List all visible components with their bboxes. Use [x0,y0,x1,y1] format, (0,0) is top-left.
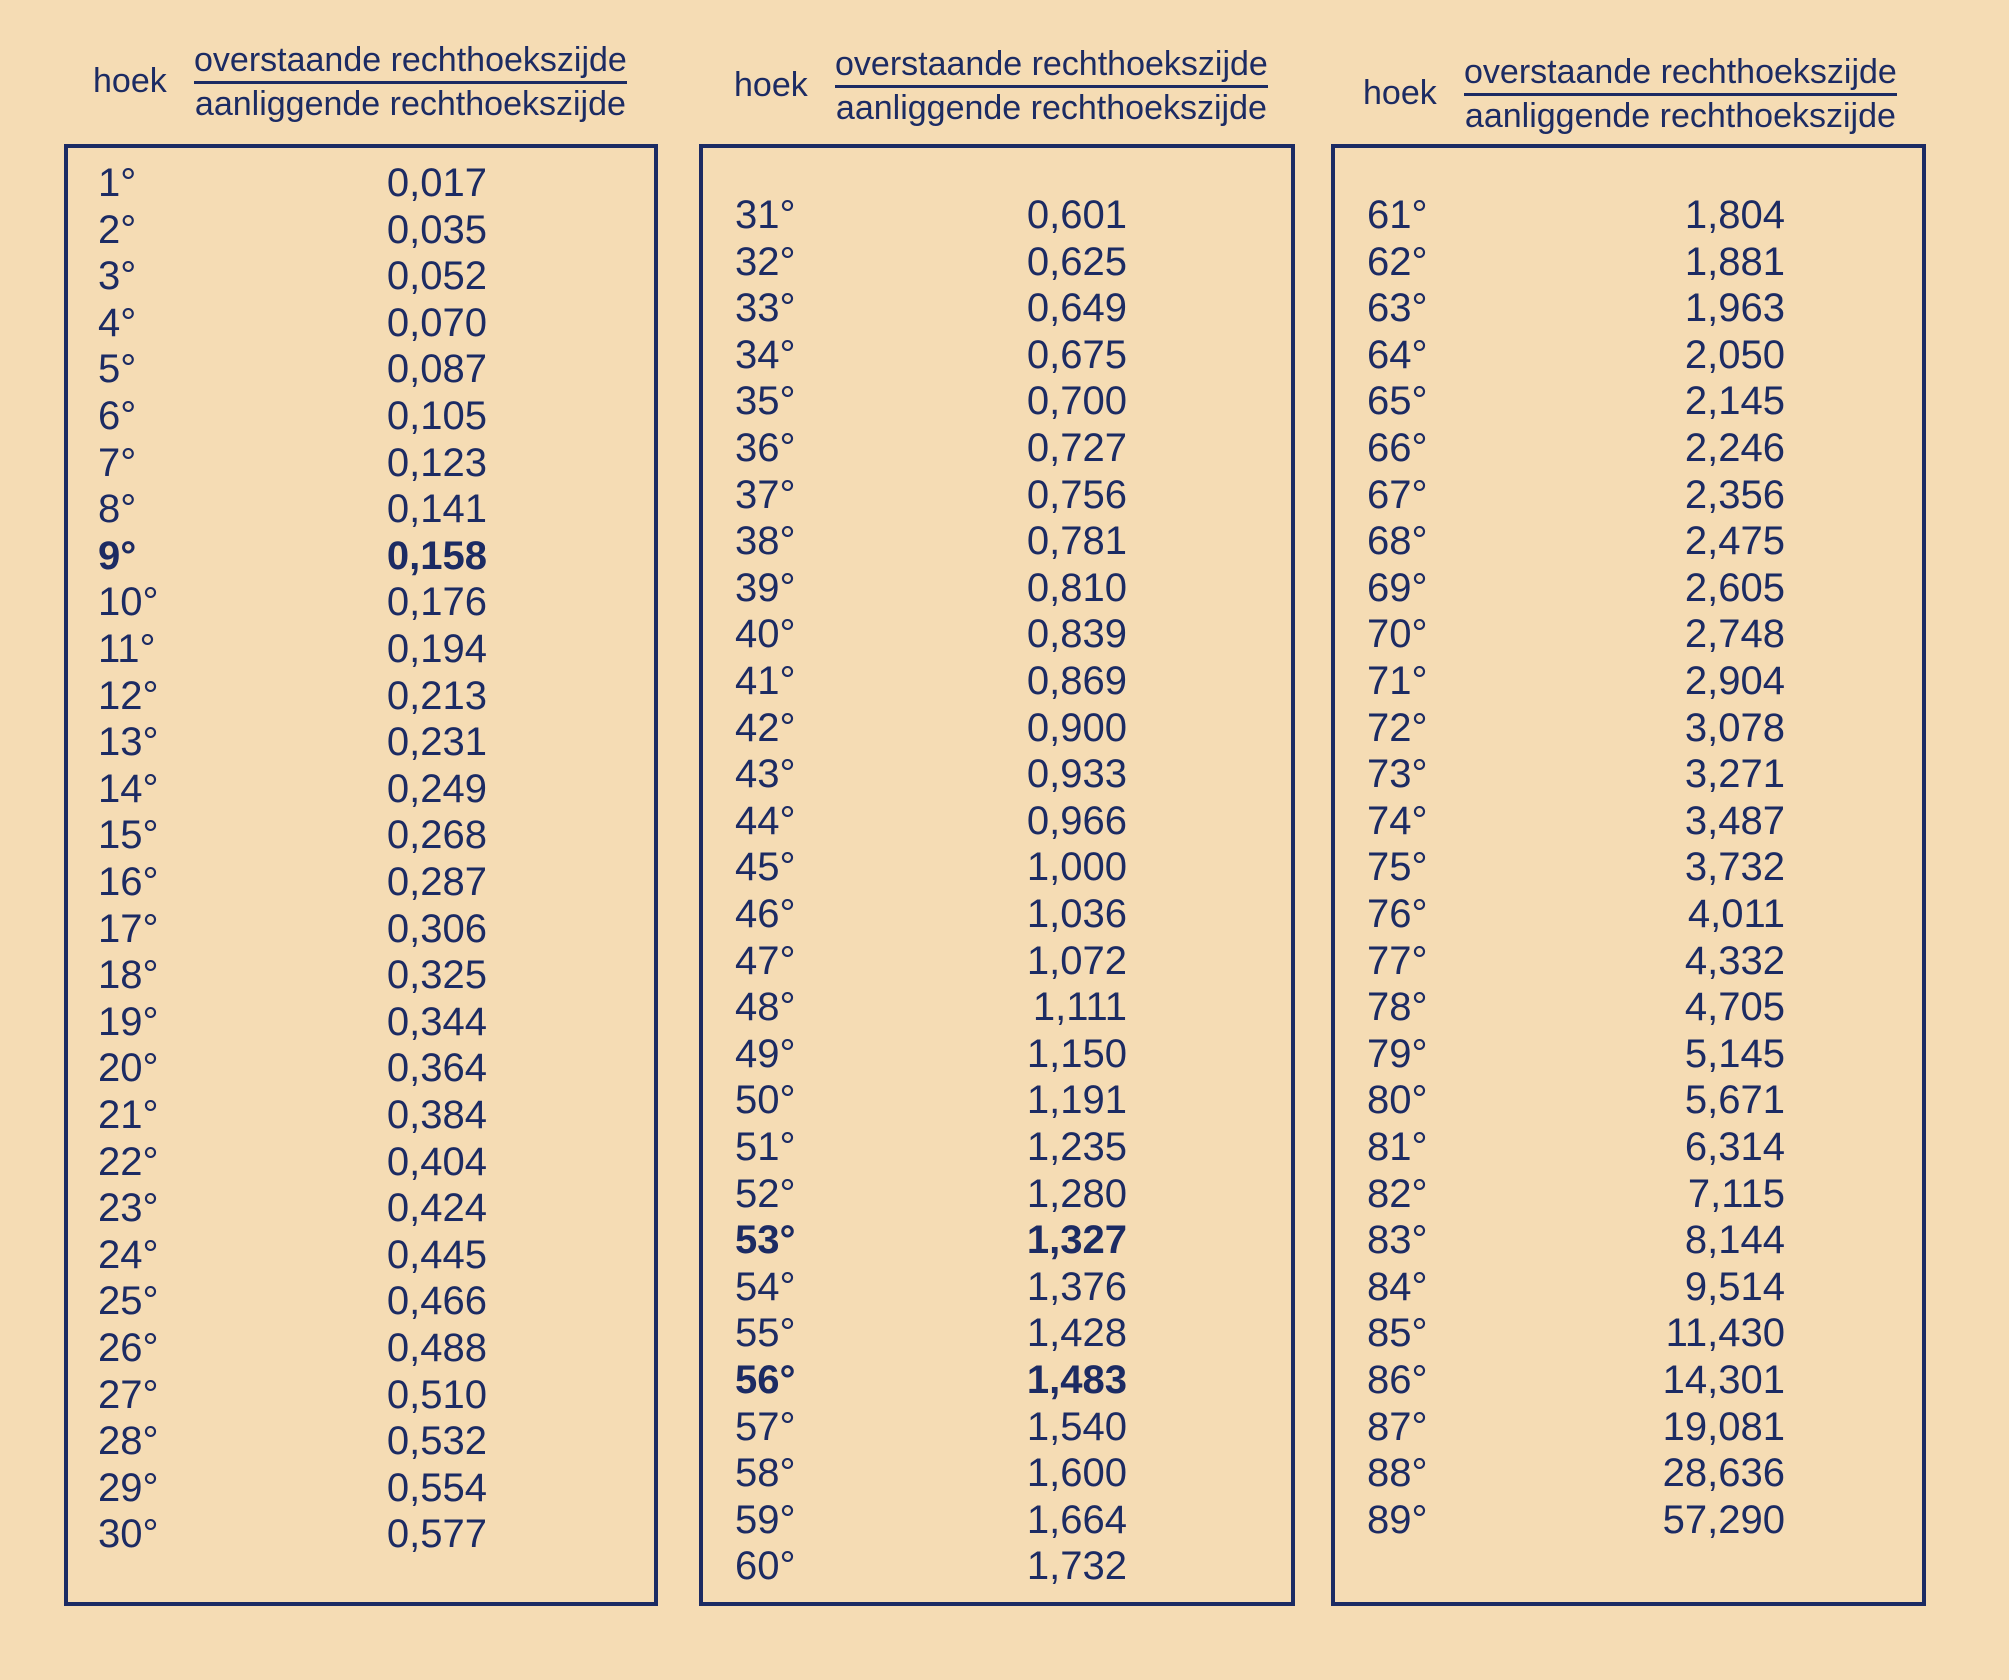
table-row [68,533,654,579]
tangent-value-cell: 0,488 [386,1326,487,1370]
table-row [68,393,654,439]
angle-cell: 27° [98,1372,159,1417]
tangent-value-cell: 0,287 [386,860,487,904]
tangent-value-cell: 0,158 [386,533,487,578]
angle-cell: 35° [735,379,796,424]
table-row [68,1511,654,1557]
table-row [703,285,1291,331]
table-row [1335,1497,1922,1543]
angle-cell: 32° [735,239,796,284]
table-row [703,239,1291,285]
tangent-value-cell: 0,213 [386,673,487,718]
angle-cell: 45° [735,845,796,890]
table-row [1335,518,1922,564]
table-row [703,565,1291,611]
angle-cell: 43° [735,752,796,797]
angle-cell: 88° [1367,1451,1428,1496]
tangent-value-cell: 0,466 [386,1279,487,1324]
table-row [703,1124,1291,1170]
tangent-value-cell: 1,036 [1026,892,1127,936]
tangent-value-cell: 4,011 [1687,892,1785,936]
table-row [68,1325,654,1371]
tangent-value-cell: 5,145 [1684,1031,1785,1076]
ratio-denominator: aanliggende rechthoekszijde [835,89,1267,127]
table-row [1335,1310,1922,1356]
angle-cell: 13° [98,720,159,765]
tangent-value-cell: 1,881 [1684,239,1785,284]
table-box-1 [64,144,658,1606]
angle-cell: 72° [1367,705,1428,750]
tangent-value-cell: 9,514 [1684,1264,1785,1309]
tangent-value-cell: 0,601 [1026,193,1127,237]
table-row [1335,1404,1922,1450]
table-row [68,207,654,253]
tangent-value-cell: 0,249 [386,766,487,811]
tangent-value-cell: 0,700 [1026,379,1127,424]
tangent-value-cell: 0,554 [386,1465,487,1510]
tangent-value-cell: 0,532 [386,1419,487,1464]
tangent-value-cell: 0,268 [386,813,487,858]
angle-cell: 69° [1367,565,1428,610]
angle-cell: 44° [735,798,796,843]
angle-cell: 21° [98,1093,159,1137]
tangent-value-cell: 1,327 [1026,1218,1127,1263]
angle-header: hoek [1363,74,1437,112]
angle-header: hoek [734,66,808,104]
ratio-numerator: overstaande rechthoekszijde [1464,52,1897,96]
tangent-value-cell: 1,664 [1026,1497,1127,1542]
tangent-value-cell: 1,732 [1026,1544,1127,1589]
angle-cell: 71° [1367,659,1428,703]
angle-cell: 28° [98,1419,159,1464]
table-row [1335,891,1922,937]
angle-cell: 26° [98,1326,159,1370]
tangent-value-cell: 6,314 [1684,1125,1785,1169]
angle-cell: 58° [735,1451,796,1496]
tangent-value-cell: 0,510 [386,1372,487,1417]
table-row [1335,1031,1922,1077]
tangent-value-cell: 0,087 [386,347,487,392]
table-row [703,938,1291,984]
table-row [68,766,654,812]
table-row [68,859,654,905]
table-row [703,1450,1291,1496]
tangent-value-cell: 0,404 [386,1139,487,1184]
angle-cell: 53° [735,1218,796,1263]
table-row [1335,611,1922,657]
table-row [703,891,1291,937]
table-box-3 [1331,144,1926,1606]
table-row [703,1217,1291,1263]
tangent-value-cell: 0,869 [1026,659,1127,703]
angle-cell: 54° [735,1264,796,1309]
table-row [703,751,1291,797]
angle-cell: 7° [98,440,137,485]
angle-cell: 6° [98,394,137,438]
table-row [1335,425,1922,471]
tangent-value-cell: 0,810 [1026,565,1127,610]
tangent-value-cell: 14,301 [1662,1358,1785,1402]
angle-cell: 17° [98,906,159,951]
table-row [1335,1217,1922,1263]
angle-cell: 52° [735,1171,796,1216]
tangent-value-cell: 0,384 [386,1093,487,1137]
angle-cell: 78° [1367,985,1428,1030]
angle-cell: 22° [98,1139,159,1184]
angle-cell: 68° [1367,519,1428,564]
angle-cell: 80° [1367,1078,1428,1123]
table-row [68,673,654,719]
tangent-value-cell: 0,445 [386,1232,487,1277]
table-row [68,1372,654,1418]
tangent-value-cell: 11,430 [1665,1311,1785,1356]
angle-cell: 34° [735,332,796,377]
tangent-value-cell: 1,280 [1026,1171,1127,1216]
angle-cell: 31° [735,193,796,237]
tangent-value-cell: 57,290 [1662,1497,1785,1542]
angle-cell: 61° [1367,193,1428,237]
table-row [68,952,654,998]
tangent-value-cell: 1,428 [1026,1311,1127,1356]
table-row [703,844,1291,890]
tangent-value-cell: 1,376 [1026,1264,1127,1309]
tangent-value-cell: 0,176 [386,580,487,625]
angle-cell: 11° [98,627,156,671]
tangent-value-cell: 0,727 [1026,426,1127,470]
table-row [68,1139,654,1185]
tangent-value-cell: 0,344 [386,999,487,1044]
angle-cell: 59° [735,1497,796,1542]
table-row [703,984,1291,1030]
angle-cell: 41° [735,659,796,703]
table-row [68,1465,654,1511]
table-row [703,1077,1291,1123]
tangent-value-cell: 0,141 [386,487,487,532]
tangent-value-cell: 0,781 [1026,519,1127,564]
angle-cell: 63° [1367,286,1428,331]
tangent-value-cell: 0,052 [386,254,487,299]
table-row [703,611,1291,657]
angle-cell: 9° [98,533,137,578]
table-row [68,1045,654,1091]
angle-cell: 36° [735,426,796,470]
tangent-value-cell: 0,649 [1026,286,1127,331]
tangent-value-cell: 1,600 [1026,1451,1127,1496]
angle-cell: 86° [1367,1358,1428,1402]
tangent-value-cell: 0,756 [1026,472,1127,517]
table-row [68,579,654,625]
angle-cell: 38° [735,519,796,564]
angle-cell: 42° [735,705,796,750]
angle-cell: 77° [1367,938,1428,983]
angle-cell: 20° [98,1046,159,1091]
table-row [68,626,654,672]
table-row [1335,798,1922,844]
table-box-2 [699,144,1295,1606]
tangent-value-cell: 1,483 [1026,1358,1127,1402]
angle-cell: 15° [98,813,159,858]
tangent-value-cell: 0,231 [386,720,487,765]
angle-cell: 40° [735,612,796,657]
tangent-value-cell: 2,605 [1684,565,1785,610]
angle-cell: 82° [1367,1171,1428,1216]
angle-cell: 1° [98,161,137,205]
table-row [68,1418,654,1464]
table-row [68,160,654,206]
ratio-header [194,40,627,124]
angle-cell: 70° [1367,612,1428,657]
angle-cell: 8° [98,487,137,532]
table-row [703,332,1291,378]
table-row [703,192,1291,238]
angle-cell: 57° [735,1404,796,1449]
tangent-value-cell: 2,246 [1684,426,1785,470]
table-row [68,812,654,858]
angle-cell: 19° [98,999,159,1044]
table-row [703,658,1291,704]
tangent-value-cell: 2,475 [1684,519,1785,564]
angle-cell: 64° [1367,332,1428,377]
tangent-value-cell: 0,194 [386,627,487,671]
tangent-value-cell: 0,966 [1026,798,1127,843]
table-row [68,719,654,765]
angle-cell: 84° [1367,1264,1428,1309]
table-row [1335,984,1922,1030]
angle-cell: 66° [1367,426,1428,470]
table-row [1335,751,1922,797]
table-row [68,1185,654,1231]
table-row [68,1278,654,1324]
table-row [68,346,654,392]
table-row [703,518,1291,564]
table-row [1335,192,1922,238]
angle-cell: 83° [1367,1218,1428,1263]
angle-cell: 48° [735,985,796,1030]
ratio-header [1464,52,1897,136]
table-row [1335,239,1922,285]
tangent-value-cell: 1,111 [1032,985,1127,1030]
tangent-value-cell: 1,235 [1026,1125,1127,1169]
angle-cell: 87° [1367,1404,1428,1449]
table-row [703,378,1291,424]
angle-header: hoek [93,62,167,100]
angle-cell: 23° [98,1186,159,1231]
angle-cell: 49° [735,1031,796,1076]
ratio-denominator: aanliggende rechthoekszijde [1464,97,1896,135]
tangent-value-cell: 0,070 [386,300,487,345]
tangent-value-cell: 1,963 [1684,286,1785,331]
tangent-value-cell: 5,671 [1684,1078,1785,1123]
tangent-value-cell: 1,540 [1026,1404,1127,1449]
tangent-value-cell: 0,900 [1026,705,1127,750]
table-row [1335,658,1922,704]
angle-cell: 76° [1367,892,1428,936]
tangent-value-cell: 4,705 [1684,985,1785,1030]
tangent-value-cell: 2,904 [1684,659,1785,703]
tangent-value-cell: 0,325 [386,953,487,998]
tangent-value-cell: 3,078 [1684,705,1785,750]
tangent-value-cell: 3,487 [1684,798,1785,843]
tangent-value-cell: 0,839 [1026,612,1127,657]
tangent-value-cell: 2,356 [1684,472,1785,517]
angle-cell: 85° [1367,1311,1428,1356]
table-row [1335,1077,1922,1123]
angle-cell: 65° [1367,379,1428,424]
angle-cell: 60° [735,1544,796,1589]
angle-cell: 73° [1367,752,1428,797]
table-row [1335,378,1922,424]
tangent-value-cell: 1,150 [1026,1031,1127,1076]
angle-cell: 81° [1367,1125,1428,1169]
table-row [1335,705,1922,751]
angle-cell: 24° [98,1232,159,1277]
angle-cell: 5° [98,347,137,392]
table-row [68,300,654,346]
tangent-value-cell: 0,017 [386,161,487,205]
table-row [703,1171,1291,1217]
table-row [703,1543,1291,1589]
table-row [1335,844,1922,890]
angle-cell: 46° [735,892,796,936]
tangent-value-cell: 0,364 [386,1046,487,1091]
table-row [703,1404,1291,1450]
tangent-value-cell: 0,424 [386,1186,487,1231]
tangent-value-cell: 0,933 [1026,752,1127,797]
table-row [703,1357,1291,1403]
tangent-value-cell: 0,035 [386,207,487,252]
table-row [1335,565,1922,611]
table-row [68,486,654,532]
tangent-value-cell: 7,115 [1687,1171,1785,1216]
ratio-numerator: overstaande rechthoekszijde [194,40,627,84]
table-row [703,1031,1291,1077]
table-row [68,1232,654,1278]
tangent-value-cell: 2,050 [1684,332,1785,377]
table-row [1335,1124,1922,1170]
angle-cell: 18° [98,953,159,998]
angle-cell: 47° [735,938,796,983]
tangent-value-cell: 2,145 [1684,379,1785,424]
tangent-value-cell: 0,625 [1026,239,1127,284]
angle-cell: 74° [1367,798,1428,843]
angle-cell: 37° [735,472,796,517]
table-row [703,472,1291,518]
table-row [1335,285,1922,331]
table-row [68,440,654,486]
angle-cell: 33° [735,286,796,331]
table-row [68,999,654,1045]
angle-cell: 67° [1367,472,1428,517]
tangent-value-cell: 0,675 [1026,332,1127,377]
tangent-value-cell: 1,072 [1026,938,1127,983]
table-row [1335,1264,1922,1310]
tangent-value-cell: 0,577 [386,1512,487,1557]
table-row [68,1092,654,1138]
angle-cell: 39° [735,565,796,610]
tangent-value-cell: 1,000 [1026,845,1127,890]
tangent-value-cell: 0,105 [386,394,487,438]
angle-cell: 2° [98,207,137,252]
table-row [1335,1357,1922,1403]
tangent-value-cell: 0,306 [386,906,487,951]
angle-cell: 56° [735,1358,796,1402]
angle-cell: 30° [98,1512,159,1557]
table-row [1335,1171,1922,1217]
tangent-value-cell: 1,191 [1026,1078,1127,1123]
ratio-denominator: aanliggende rechthoekszijde [194,85,626,123]
table-row [703,1264,1291,1310]
ratio-header [835,44,1268,128]
ratio-numerator: overstaande rechthoekszijde [835,44,1268,88]
angle-cell: 55° [735,1311,796,1356]
table-row [703,1310,1291,1356]
angle-cell: 12° [98,673,159,718]
angle-cell: 51° [735,1125,796,1169]
angle-cell: 25° [98,1279,159,1324]
tangent-value-cell: 28,636 [1662,1451,1785,1496]
angle-cell: 79° [1367,1031,1428,1076]
table-row [703,705,1291,751]
angle-cell: 62° [1367,239,1428,284]
tangent-value-cell: 0,123 [386,440,487,485]
angle-cell: 89° [1367,1497,1428,1542]
tangent-value-cell: 1,804 [1684,193,1785,237]
angle-cell: 3° [98,254,137,299]
tangent-value-cell: 3,271 [1684,752,1785,797]
tangent-value-cell: 4,332 [1684,938,1785,983]
tangent-value-cell: 19,081 [1662,1404,1785,1449]
table-row [1335,332,1922,378]
tangent-value-cell: 2,748 [1684,612,1785,657]
tangent-value-cell: 3,732 [1684,845,1785,890]
angle-cell: 16° [98,860,159,904]
angle-cell: 14° [98,766,159,811]
table-row [1335,938,1922,984]
table-row [703,425,1291,471]
table-row [703,798,1291,844]
table-row [1335,472,1922,518]
angle-cell: 75° [1367,845,1428,890]
table-row [1335,1450,1922,1496]
angle-cell: 50° [735,1078,796,1123]
tangent-value-cell: 8,144 [1684,1218,1785,1263]
angle-cell: 10° [98,580,159,625]
angle-cell: 29° [98,1465,159,1510]
table-row [68,253,654,299]
table-row [68,906,654,952]
table-row [703,1497,1291,1543]
angle-cell: 4° [98,300,137,345]
